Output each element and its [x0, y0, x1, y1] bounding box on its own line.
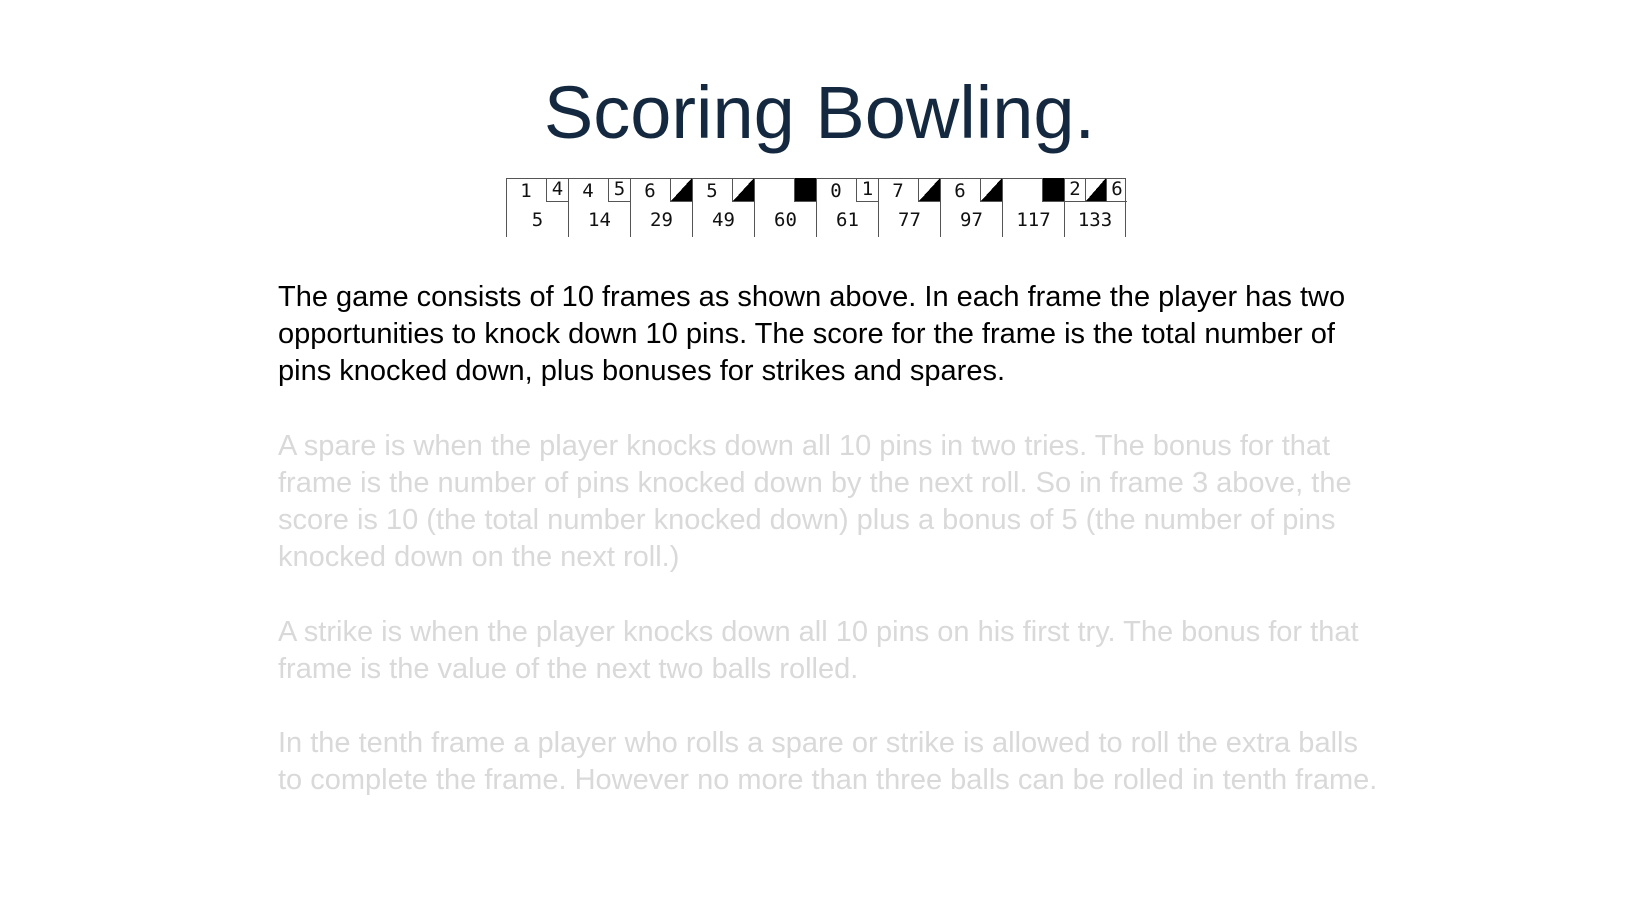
- frame-4: [692, 178, 754, 237]
- frame-8: [940, 178, 1002, 237]
- frame-roll-3: 6: [1106, 178, 1127, 202]
- bowling-scorecard: [506, 178, 1126, 237]
- frame-roll-1: 6: [644, 180, 656, 202]
- frame-roll-1: 6: [954, 180, 966, 202]
- frame-9: [1002, 178, 1064, 237]
- frame-roll-2: 5: [608, 178, 630, 202]
- spare-mark-icon: [980, 178, 1002, 202]
- frame-roll-1: 0: [830, 180, 842, 202]
- frame-score: 77: [898, 209, 921, 231]
- frame-score: 29: [650, 209, 673, 231]
- frame-2: [568, 178, 630, 237]
- slide-title: Scoring Bowling.: [543, 71, 1096, 154]
- spare-mark-icon: [1085, 178, 1106, 202]
- frame-1: [506, 178, 568, 237]
- frame-roll-1: 4: [582, 180, 594, 202]
- frame-roll-1: 2: [1065, 178, 1085, 202]
- frame-roll-1: [1003, 179, 1041, 203]
- spare-mark-icon: [732, 178, 754, 202]
- strike-mark-icon: [794, 178, 816, 202]
- frame-3: [630, 178, 692, 237]
- frame-score: 97: [960, 209, 983, 231]
- tenth-frame-paragraph: In the tenth frame a player who rolls a spare or strike is allowed to roll the extra balls to complete the frame. However no more than three balls can be rolled in tenth frame.: [278, 727, 1378, 796]
- frame-score: 5: [531, 209, 544, 231]
- frame-roll-1: 7: [892, 180, 904, 202]
- frame-score: 117: [1016, 209, 1051, 231]
- strike-paragraph: A strike is when the player knocks down all 10 pins on his first try. The bonus for that frame is the value of the next two balls rolled.: [278, 616, 1359, 685]
- spare-mark-icon: [670, 178, 692, 202]
- strike-mark-icon: [1042, 178, 1064, 202]
- frame-score: 49: [712, 209, 735, 231]
- frame-roll-1: 1: [520, 180, 532, 202]
- intro-paragraph: The game consists of 10 frames as shown above. In each frame the player has two opportunities to knock down 10 pins. The score for the frame is the total number of pins knocked down, plus bonuses for strikes and spares.: [278, 281, 1346, 387]
- frame-7: [878, 178, 940, 237]
- frame-score: 133: [1077, 209, 1113, 231]
- frame-6: [816, 178, 878, 237]
- spare-mark-icon: [918, 178, 940, 202]
- frame-5: [754, 178, 816, 237]
- frame-score: 60: [774, 209, 797, 231]
- frame-roll-1: [755, 179, 793, 203]
- frame-10: [1064, 178, 1126, 237]
- frame-roll-1: 5: [706, 180, 718, 202]
- spare-paragraph: A spare is when the player knocks down all 10 pins in two tries. The bonus for that frame is the number of pins knocked down by the next roll. So in frame 3 above, the score is 10 (the total number knocked down) plus a bonus of 5 (the number of pins knocked down on the next roll.): [278, 430, 1352, 573]
- frame-roll-2: 4: [546, 178, 568, 202]
- frame-score: 14: [588, 209, 611, 231]
- frame-roll-2: 1: [856, 178, 878, 202]
- frame-score: 61: [836, 209, 859, 231]
